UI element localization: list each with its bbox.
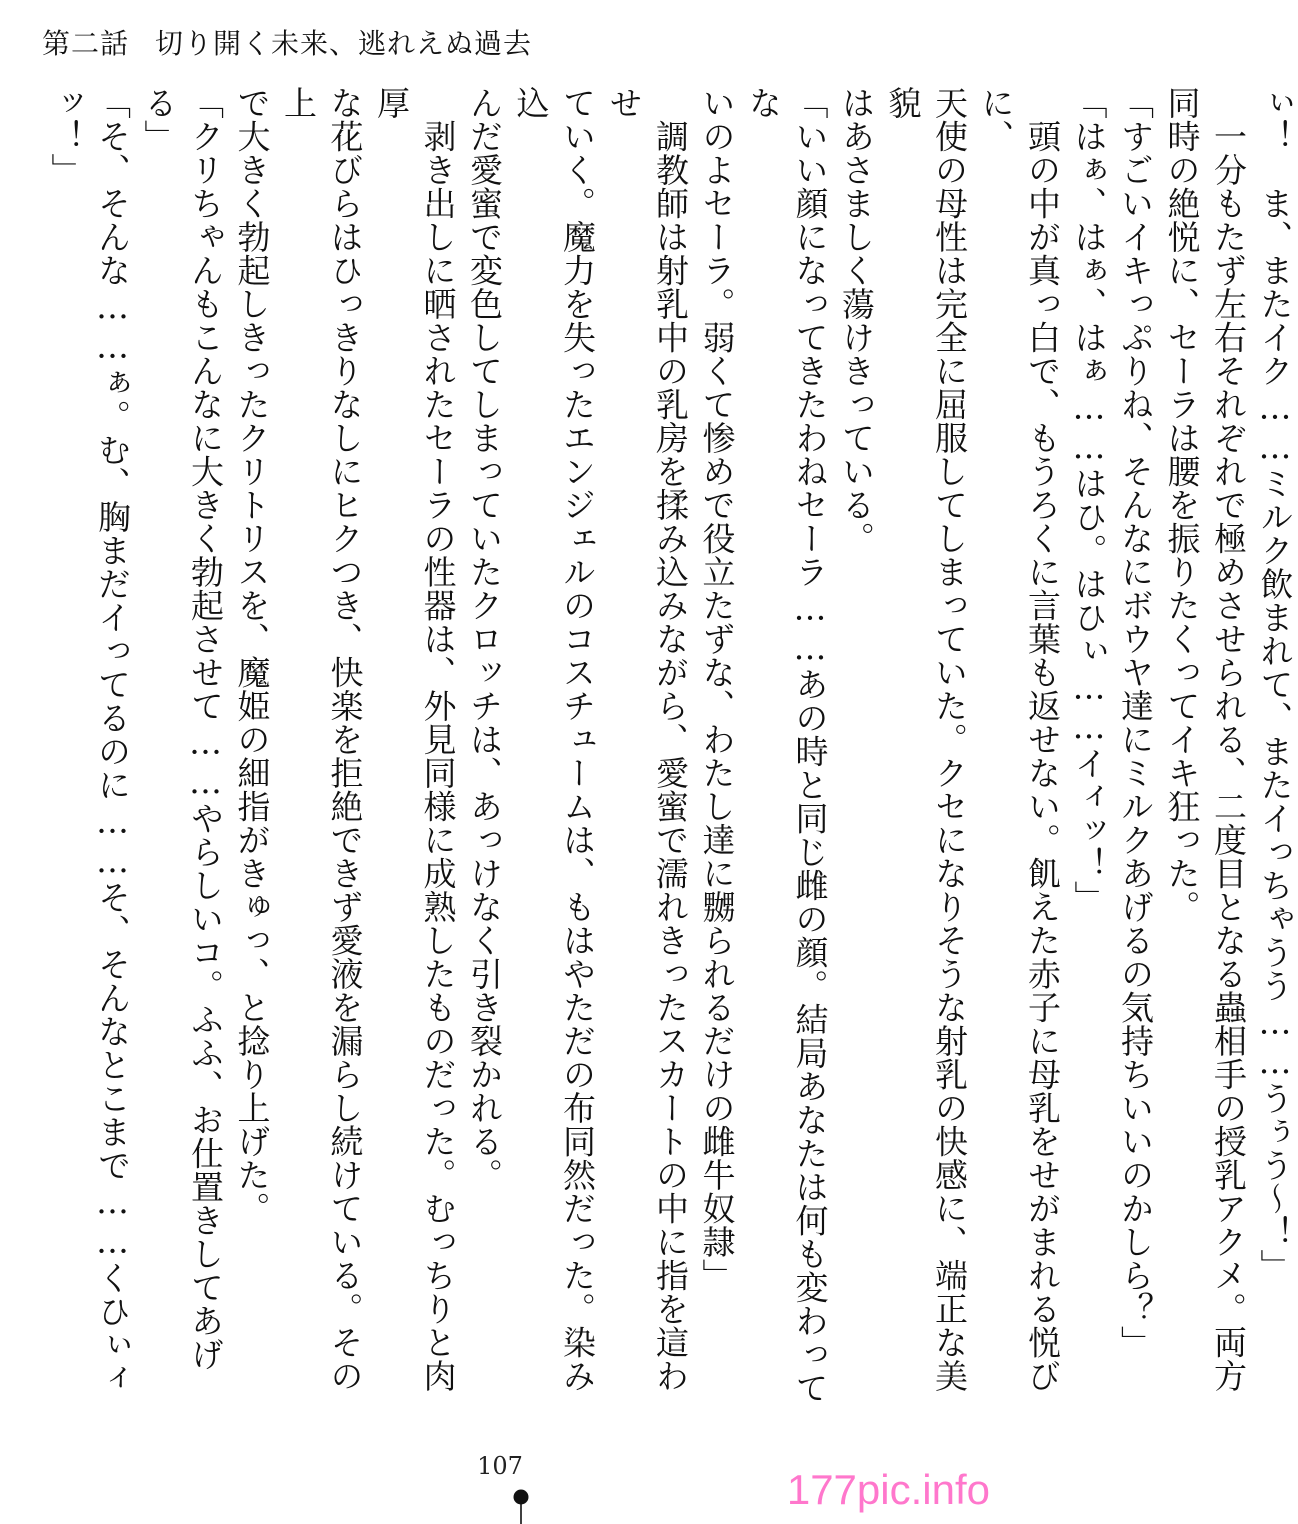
watermark: 177pic.info <box>786 1466 990 1513</box>
text-line: な花びらはひっきりなしにヒクつき、快楽を拒絶できず愛液を漏らし続けている。その上 <box>279 86 365 1393</box>
text-line: で大きく勃起しきったクリトリスを、魔姫の細指がきゅっ、と捻り上げた。 <box>232 86 272 1225</box>
text-line: ていく。魔力を失ったエンジェルのコスチュームは、もはやただの布同然だった。染み込 <box>511 86 597 1393</box>
text-line: 同時の絶悦に、セーラは腰を振りたくってイキ狂った。 <box>1162 86 1202 924</box>
body-text-block <box>42 86 1295 1416</box>
text-line: 「すごいイキっぷりね、そんなにボウヤ達にミルクあげるの気持ちいいのかしら？」 <box>1116 86 1155 1359</box>
text-line: 頭の中が真っ白で、もうろくに言葉も返せない。飢えた赤子に母乳をせがまれる悦びに、 <box>976 86 1062 1393</box>
chapter-title: 切り開く未来、逃れえぬ過去 <box>155 27 533 60</box>
text-line: はあさましく蕩けきっている。 <box>837 86 876 555</box>
text-line: 「そ、そんな……ぁ。む、胸まだイってるのに……そ、そんなとこまで……くひぃィッ！」 <box>46 86 132 1395</box>
text-line: んだ愛蜜で変色してしまっていたクロッチは、あっけなく引き裂かれる。 <box>465 86 504 1192</box>
text-line: 天使の母性は完全に屈服してしまっていた。クセになりそうな射乳の快感に、端正な美貌 <box>883 86 969 1393</box>
chapter-number: 第二話 <box>42 27 130 60</box>
text-line: 一分もたず左右それぞれで極めさせられる、二度目となる蟲相手の授乳アクメ。両方 <box>1209 86 1248 1393</box>
vertical-body-text <box>42 86 1298 1416</box>
text-line: ぃ！ ま、またイク……ミルク飲まれて、またイっちゃうう……うぅう〜！」 <box>1255 86 1295 1283</box>
text-line: 「いい顔になってきたわねセーラ……あの時と同じ雌の顔。結局あなたは何も変わってな <box>744 86 830 1405</box>
text-line: いのよセーラ。弱くて惨めで役立たずな、わたし達に嬲られるだけの雌牛奴隷」 <box>697 86 737 1292</box>
text-line: 「はぁ、はぁ、はぁ……はひ。はひぃ……イィッ！」 <box>1069 86 1109 914</box>
running-header <box>42 22 532 62</box>
text-line: 剥き出しに晒されたセーラの性器は、外見同様に成熟したものだった。むっちりと肉厚 <box>372 86 458 1393</box>
pin-ornament <box>511 1488 531 1524</box>
text-line: 「クリちゃんもこんなに大きく勃起させて……やらしいコ。ふふ、お仕置きしてあげる」 <box>139 86 225 1371</box>
text-line: 調教師は射乳中の乳房を揉み込みながら、愛蜜で濡れきったスカートの中に指を這わせ <box>604 86 690 1393</box>
page-number: 107 <box>477 1452 523 1480</box>
